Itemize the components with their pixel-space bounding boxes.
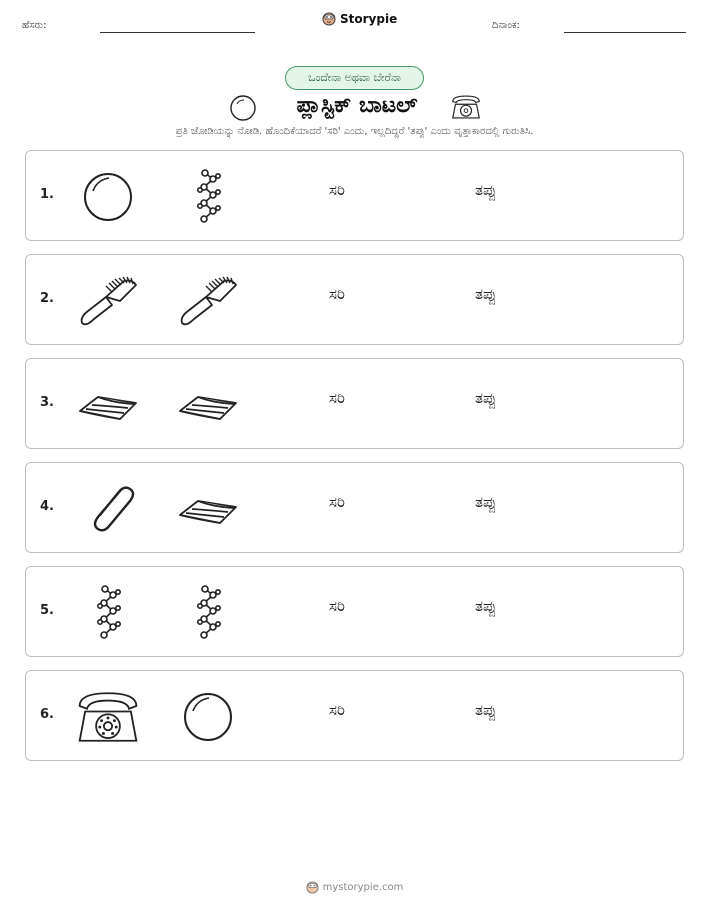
date-field[interactable]: [564, 32, 686, 33]
option-correct[interactable]: ಸರಿ: [329, 493, 345, 511]
question-row: [25, 462, 684, 553]
question-number: 3.: [40, 395, 54, 410]
comb-icon: [76, 269, 140, 333]
option-wrong[interactable]: ತಪ್ಪು: [475, 701, 497, 719]
name-field[interactable]: [100, 32, 255, 33]
question-number: 4.: [40, 499, 54, 514]
pill-text: ಒಂದೇನಾ ಅಥವಾ ಬೇರೆನಾ: [308, 71, 401, 84]
cloth-icon: [176, 373, 240, 437]
question-number: 2.: [40, 291, 54, 306]
footer: [0, 881, 709, 894]
question-row: [25, 566, 684, 657]
paperclip-icon: [76, 477, 140, 541]
option-correct[interactable]: ಸರಿ: [329, 285, 345, 303]
storypie-mascot-icon: [322, 12, 336, 26]
molecule-icon: [176, 581, 240, 645]
question-row: [25, 670, 684, 761]
question-row: [25, 150, 684, 241]
page-title: ಪ್ಲಾಸ್ಟಿಕ್ ಬಾಟಲ್: [296, 93, 418, 118]
date-label: ದಿನಾಂಕ:: [492, 20, 520, 31]
bubble-icon: [76, 165, 140, 229]
cloth-icon: [176, 477, 240, 541]
telephone-icon: [450, 92, 482, 122]
question-row: [25, 358, 684, 449]
worksheet-type-pill: [285, 66, 424, 90]
bubble-icon: [176, 685, 240, 749]
telephone-icon: [76, 685, 140, 749]
brand-logo: [322, 12, 397, 26]
footer-url: mystorypie.com: [322, 882, 404, 893]
bubble-icon: [229, 94, 257, 122]
option-wrong[interactable]: ತಪ್ಪು: [475, 493, 497, 511]
option-wrong[interactable]: ತಪ್ಪು: [475, 597, 497, 615]
molecule-icon: [176, 165, 240, 229]
question-number: 5.: [40, 603, 54, 618]
molecule-icon: [76, 581, 140, 645]
option-wrong[interactable]: ತಪ್ಪು: [475, 181, 497, 199]
option-correct[interactable]: ಸರಿ: [329, 389, 345, 407]
question-number: 1.: [40, 187, 54, 202]
option-wrong[interactable]: ತಪ್ಪು: [475, 285, 497, 303]
option-correct[interactable]: ಸರಿ: [329, 701, 345, 719]
storypie-mascot-icon: [306, 881, 319, 894]
option-wrong[interactable]: ತಪ್ಪು: [475, 389, 497, 407]
comb-icon: [176, 269, 240, 333]
option-correct[interactable]: ಸರಿ: [329, 181, 345, 199]
option-correct[interactable]: ಸರಿ: [329, 597, 345, 615]
name-label: ಹೆಸರು:: [22, 20, 47, 31]
cloth-icon: [76, 373, 140, 437]
instructions: ಪ್ರತಿ ಜೋಡಿಯನ್ನು ನೋಡಿ. ಹೊಂದಿಕೆಯಾದರೆ 'ಸರಿ' ಎಂದು, ಇಲ್ಲದಿದ್ದರೆ 'ತಪ್ಪು' ಎಂದು ವೃತ್ತಾಕಾರದಲ್ಲಿ ಗುರುತಿಸಿ.: [175, 126, 534, 137]
question-row: [25, 254, 684, 345]
question-number: 6.: [40, 707, 54, 722]
brand-name: Storypie: [340, 12, 398, 26]
title-row: [0, 90, 709, 124]
